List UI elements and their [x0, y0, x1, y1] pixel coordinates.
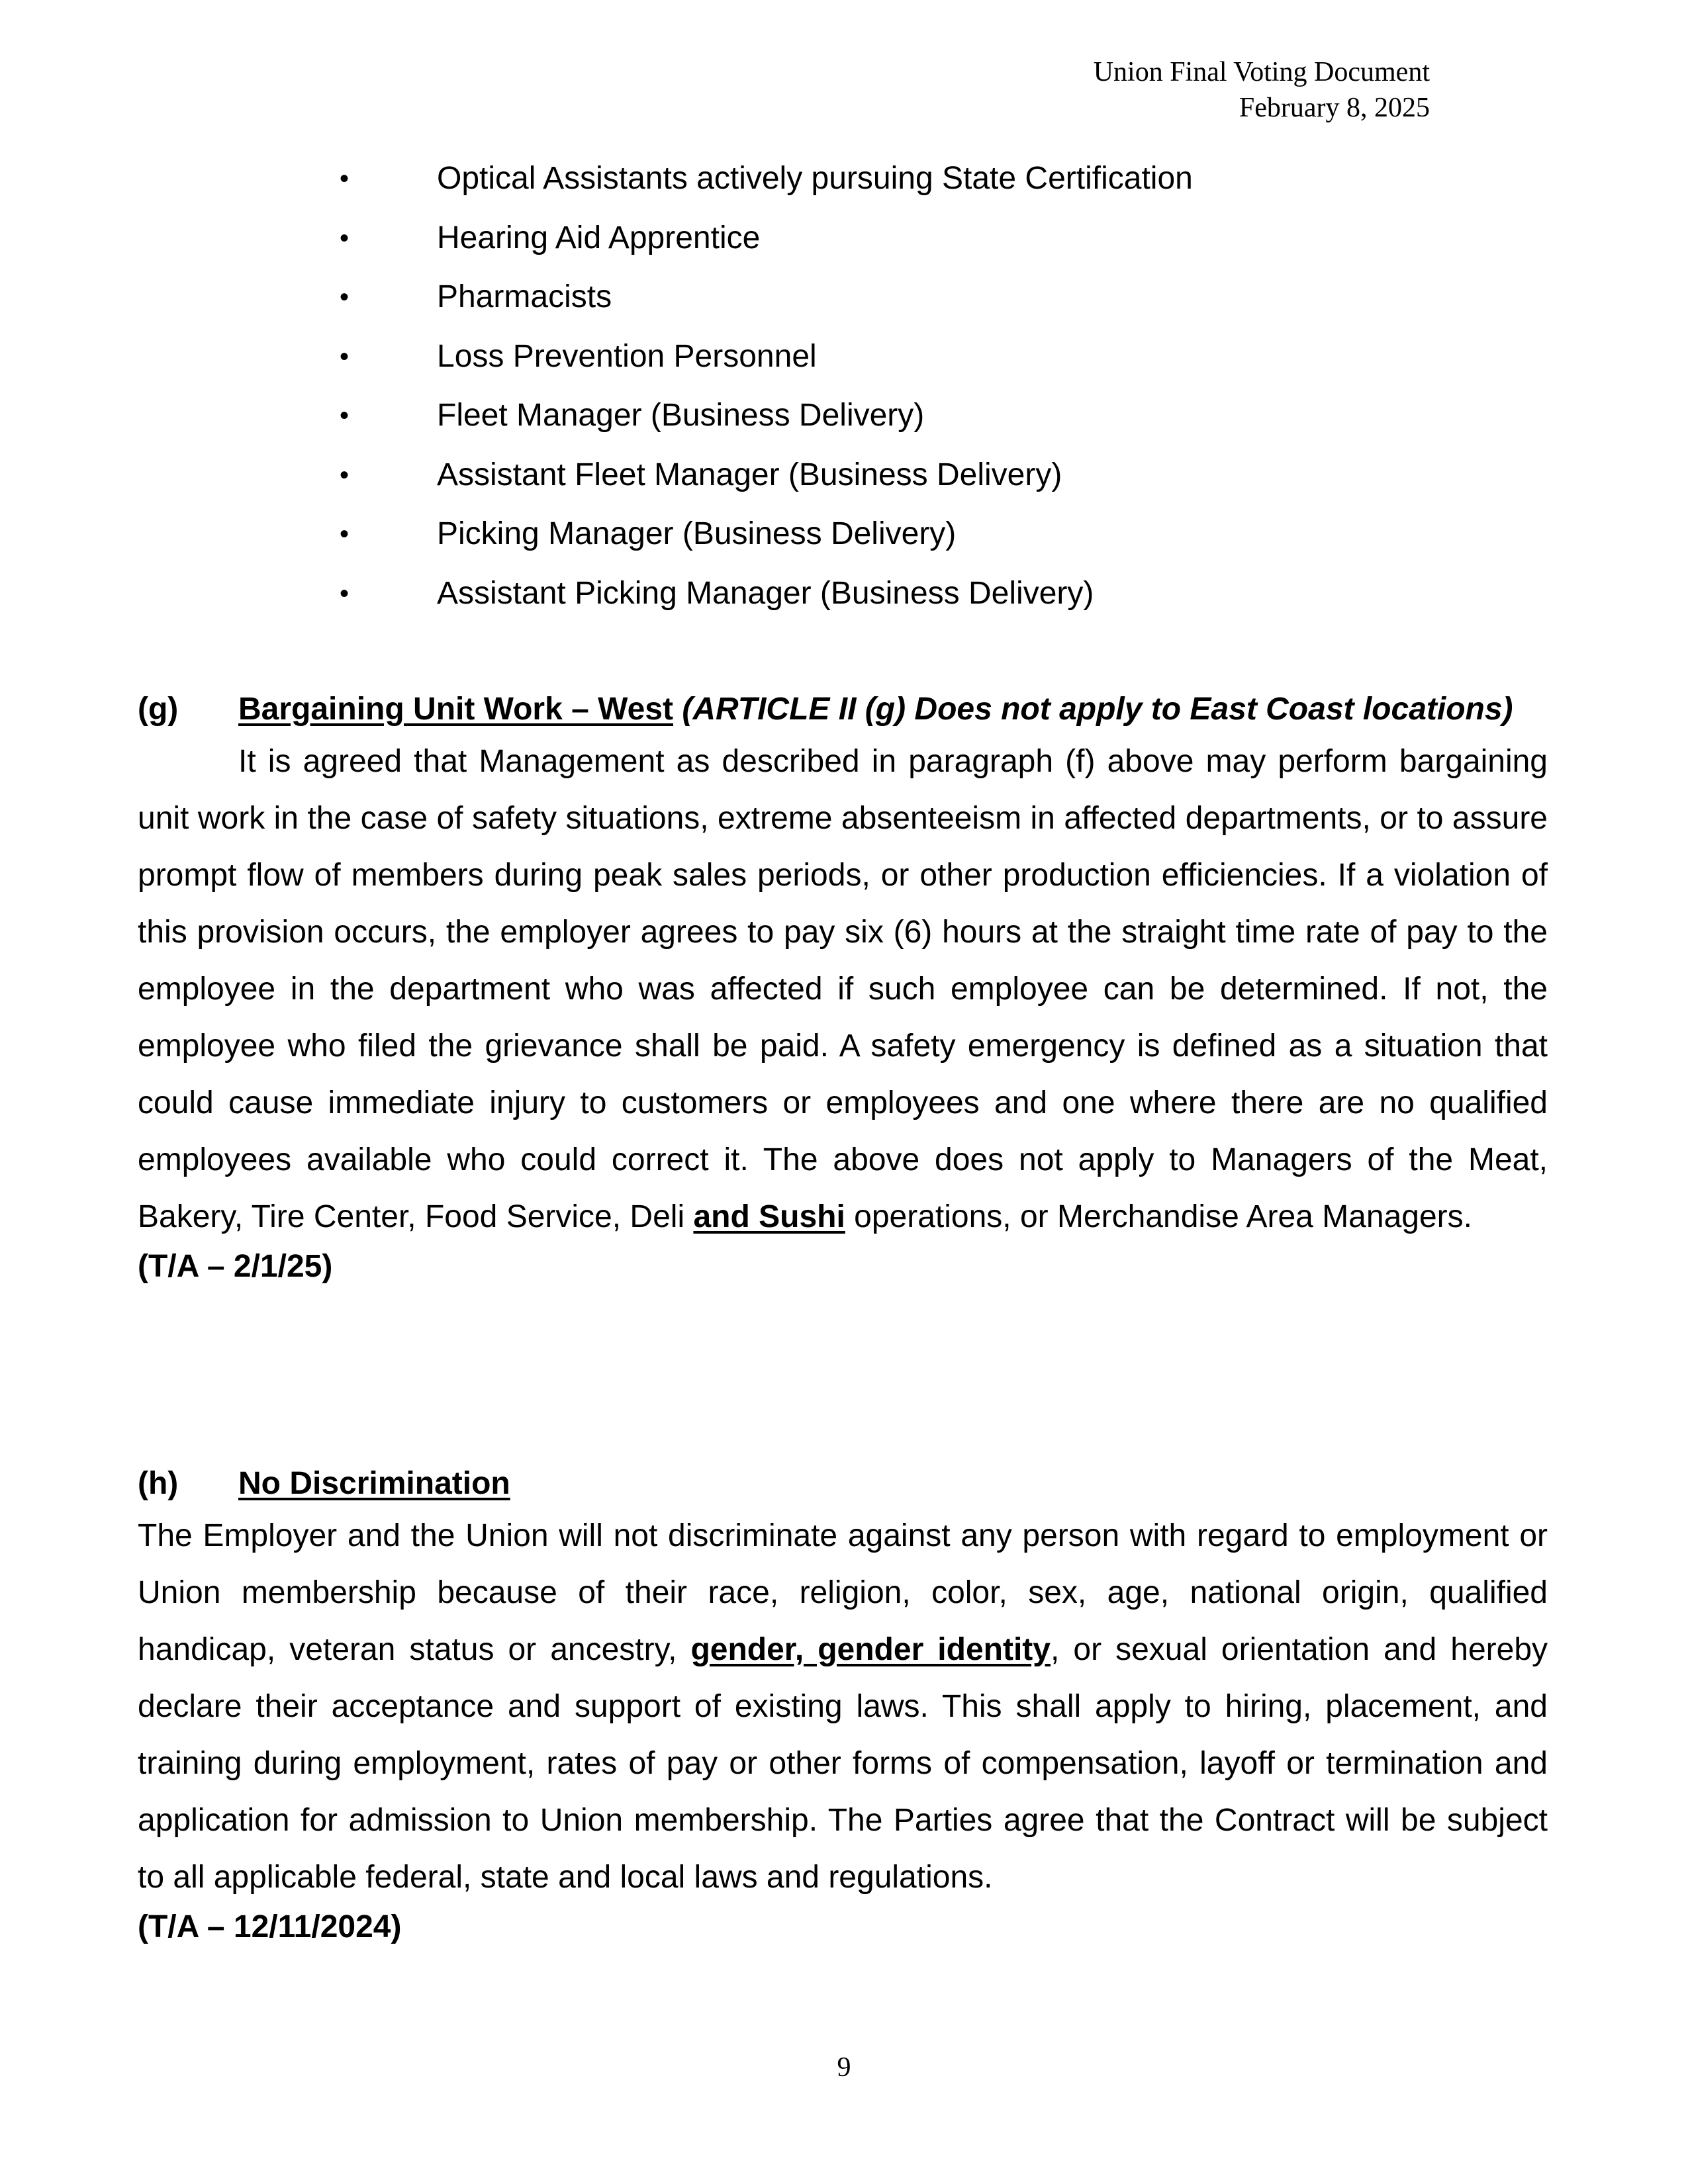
tentative-agreement: (T/A – 2/1/25)	[138, 1249, 333, 1284]
section-heading	[138, 1464, 1548, 1504]
section-title: No Discrimination	[238, 1466, 510, 1501]
section-body: It is agreed that Management as described in paragraph (f) above may perform bargaining unit work in the case of safety situations, extreme absenteeism in affected departments, or to assure prompt flow of members during peak sales periods, or other production efficiencies. If a violation of this provision occurs, the employer agrees to pay six (6) hours at the straight time rate of pay to the employee in the department who was affected if such employee can be determined. If not, the employee who filed the grievance shall be paid. A safety emergency is defined as a situation that could cause immediate injury to customers or employees and one where there are no qualified employees available who could correct it. The above does not apply to Managers of the Meat, Bakery, Tire Center, Food Service, Deli and Sushi operations, or Merchandise Area Managers.	[138, 744, 1548, 1234]
section-note: (ARTICLE II (g) Does not apply to East Coast locations)	[682, 692, 1513, 727]
section-letter: (g)	[138, 692, 179, 727]
section-letter: (h)	[138, 1466, 179, 1501]
list-item: • Hearing Aid Apprentice	[331, 218, 1589, 278]
bullet-icon: •	[339, 520, 349, 549]
section-g	[138, 690, 1548, 1287]
section-h	[138, 1464, 1548, 1947]
bullet-icon: •	[339, 460, 349, 490]
bullet-icon: •	[339, 341, 349, 371]
header-title: Union Final Voting Document	[1093, 57, 1430, 87]
bullet-list	[331, 159, 1589, 633]
list-item: • Assistant Picking Manager (Business Delivery)	[331, 574, 1589, 633]
list-item: • Optical Assistants actively pursuing State Certification	[331, 159, 1589, 218]
bullet-icon: •	[339, 578, 349, 608]
list-item: • Assistant Fleet Manager (Business Delivery)	[331, 455, 1589, 515]
list-item: • Fleet Manager (Business Delivery)	[331, 396, 1589, 455]
list-item: • Loss Prevention Personnel	[331, 337, 1589, 396]
list-item: • Picking Manager (Business Delivery)	[331, 514, 1589, 574]
section-heading	[138, 690, 1548, 729]
section-title: Bargaining Unit Work – West	[238, 692, 673, 727]
page-number: 9	[837, 2052, 851, 2083]
emphasis-text: and Sushi	[693, 1199, 845, 1234]
document-header	[1094, 54, 1430, 126]
emphasis-text: gender, gender identity	[690, 1632, 1051, 1667]
bullet-icon: •	[339, 223, 349, 253]
bullet-icon: •	[339, 283, 349, 312]
header-date: February 8, 2025	[1239, 93, 1430, 123]
list-item: • Pharmacists	[331, 277, 1589, 337]
section-body: The Employer and the Union will not discriminate against any person with regard to employment or Union membership because of their race, religion, color, sex, age, national origin, qualified handicap, veteran status or ancestry, gender, gender identity, or sexual orientation and hereby declare their acceptance and support of existing laws. This shall apply to hiring, placement, and training during employment, rates of pay or other forms of compensation, layoff or termination and application for admission to Union membership. The Parties agree that the Contract will be subject to all applicable federal, state and local laws and regulations.	[138, 1518, 1548, 1895]
bullet-icon: •	[339, 164, 349, 193]
tentative-agreement: (T/A – 12/11/2024)	[138, 1909, 402, 1944]
bullet-icon: •	[339, 401, 349, 430]
